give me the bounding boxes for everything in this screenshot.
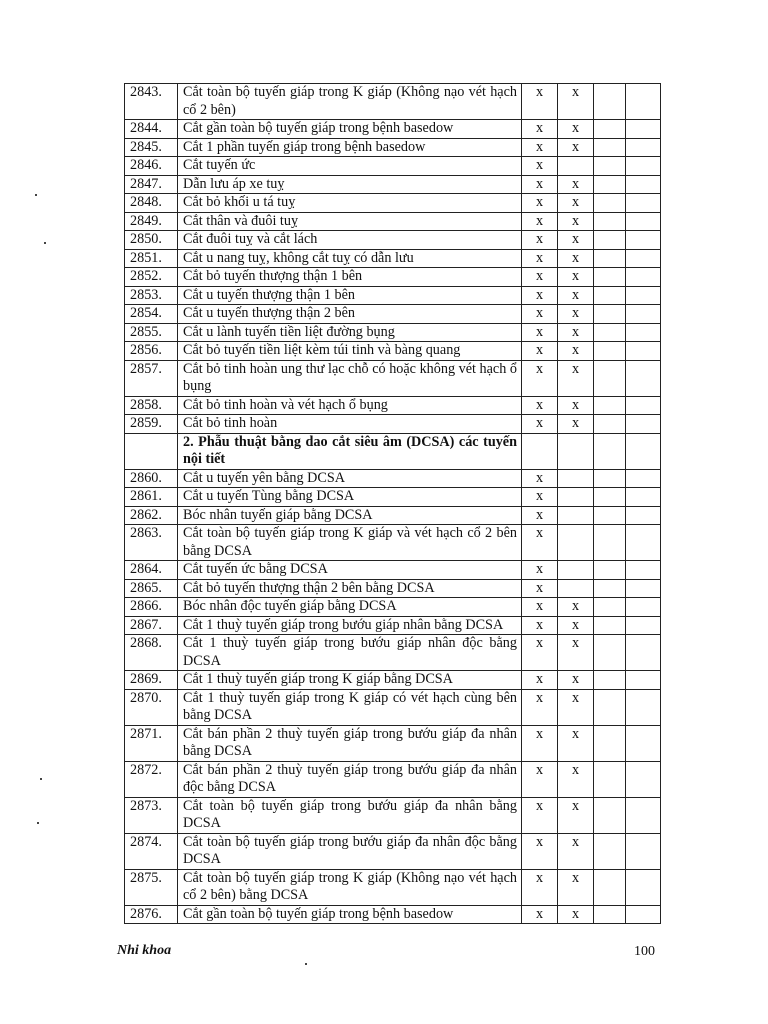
table-row <box>125 249 661 268</box>
procedure-name: Cắt 1 thuỳ tuyến giáp trong bướu giáp nhân bằng DCSA <box>178 616 522 635</box>
table-row <box>125 84 661 120</box>
table-row <box>125 396 661 415</box>
procedure-name: Cắt bỏ tuyến thượng thận 1 bên <box>178 268 522 287</box>
row-number: 2865. <box>125 579 178 598</box>
level-mark-3 <box>594 194 626 213</box>
level-mark-1: x <box>522 231 558 250</box>
level-mark-1: x <box>522 396 558 415</box>
row-number: 2873. <box>125 797 178 833</box>
row-number: 2864. <box>125 561 178 580</box>
level-mark-3 <box>594 249 626 268</box>
scan-speck <box>35 194 37 196</box>
level-mark-3 <box>594 833 626 869</box>
table-row <box>125 761 661 797</box>
level-mark-4 <box>626 635 661 671</box>
level-mark-4 <box>626 323 661 342</box>
table-row <box>125 305 661 324</box>
level-mark-3 <box>594 869 626 905</box>
level-mark-1: x <box>522 689 558 725</box>
level-mark-3 <box>594 305 626 324</box>
level-mark-4 <box>626 598 661 617</box>
procedure-name: Cắt toàn bộ tuyến giáp trong bướu giáp đa nhân độc bằng DCSA <box>178 833 522 869</box>
scan-speck <box>37 822 39 824</box>
level-mark-4 <box>626 342 661 361</box>
row-number: 2870. <box>125 689 178 725</box>
table-row <box>125 415 661 434</box>
procedure-name: Cắt toàn bộ tuyến giáp trong K giáp (Không nạo vét hạch cổ 2 bên) bằng DCSA <box>178 869 522 905</box>
level-mark-2: x <box>558 598 594 617</box>
table-row <box>125 869 661 905</box>
procedure-name: Cắt tuyến ức bằng DCSA <box>178 561 522 580</box>
level-mark-2 <box>558 157 594 176</box>
row-number: 2876. <box>125 905 178 924</box>
row-number: 2872. <box>125 761 178 797</box>
level-mark-1: x <box>522 833 558 869</box>
table-row <box>125 231 661 250</box>
scan-speck <box>44 242 46 244</box>
level-mark-1: x <box>522 761 558 797</box>
level-mark-4 <box>626 305 661 324</box>
level-mark-4 <box>626 194 661 213</box>
table-row <box>125 561 661 580</box>
level-mark-2 <box>558 579 594 598</box>
level-mark-1: x <box>522 84 558 120</box>
table-row <box>125 212 661 231</box>
level-mark-4 <box>626 579 661 598</box>
level-mark-4 <box>626 84 661 120</box>
level-mark-2: x <box>558 323 594 342</box>
level-mark-3 <box>594 138 626 157</box>
level-mark-1: x <box>522 725 558 761</box>
level-mark-2: x <box>558 671 594 690</box>
procedure-name: Cắt u tuyến thượng thận 1 bên <box>178 286 522 305</box>
level-mark-4 <box>626 725 661 761</box>
procedure-name: Cắt thân và đuôi tuỵ <box>178 212 522 231</box>
level-mark-4 <box>626 396 661 415</box>
level-mark-3 <box>594 212 626 231</box>
level-mark-1: x <box>522 525 558 561</box>
procedure-name: Cắt bỏ khối u tá tuỵ <box>178 194 522 213</box>
table-row <box>125 905 661 924</box>
table-row <box>125 725 661 761</box>
level-mark-1: x <box>522 905 558 924</box>
procedure-name: Cắt 1 thuỳ tuyến giáp trong K giáp có vét hạch cùng bên bằng DCSA <box>178 689 522 725</box>
table-row <box>125 671 661 690</box>
row-number: 2863. <box>125 525 178 561</box>
level-mark-4 <box>626 561 661 580</box>
level-mark-1: x <box>522 616 558 635</box>
table-row <box>125 360 661 396</box>
procedure-name: Cắt bỏ tuyến tiền liệt kèm túi tinh và bàng quang <box>178 342 522 361</box>
level-mark-2: x <box>558 268 594 287</box>
table-row <box>125 469 661 488</box>
level-mark-1: x <box>522 175 558 194</box>
level-mark-3 <box>594 175 626 194</box>
procedure-name: 2. Phẫu thuật bằng dao cắt siêu âm (DCSA) các tuyến nội tiết <box>178 433 522 469</box>
level-mark-4 <box>626 833 661 869</box>
level-mark-1: x <box>522 120 558 139</box>
level-mark-1: x <box>522 579 558 598</box>
row-number: 2846. <box>125 157 178 176</box>
level-mark-2: x <box>558 138 594 157</box>
level-mark-4 <box>626 175 661 194</box>
level-mark-4 <box>626 138 661 157</box>
table-row <box>125 525 661 561</box>
level-mark-2: x <box>558 305 594 324</box>
level-mark-2 <box>558 469 594 488</box>
level-mark-2: x <box>558 231 594 250</box>
row-number: 2868. <box>125 635 178 671</box>
level-mark-3 <box>594 342 626 361</box>
level-mark-1: x <box>522 598 558 617</box>
table-row <box>125 138 661 157</box>
level-mark-2: x <box>558 725 594 761</box>
level-mark-1: x <box>522 305 558 324</box>
procedure-name: Cắt u tuyến thượng thận 2 bên <box>178 305 522 324</box>
row-number: 2844. <box>125 120 178 139</box>
procedure-name: Cắt toàn bộ tuyến giáp trong bướu giáp đa nhân bằng DCSA <box>178 797 522 833</box>
row-number: 2857. <box>125 360 178 396</box>
row-number: 2851. <box>125 249 178 268</box>
table-row <box>125 342 661 361</box>
table-row <box>125 286 661 305</box>
procedure-name: Cắt tuyến ức <box>178 157 522 176</box>
level-mark-1: x <box>522 488 558 507</box>
procedure-name: Cắt đuôi tuỵ và cắt lách <box>178 231 522 250</box>
level-mark-2: x <box>558 869 594 905</box>
table-row <box>125 635 661 671</box>
level-mark-3 <box>594 415 626 434</box>
procedure-name: Cắt gần toàn bộ tuyến giáp trong bệnh basedow <box>178 905 522 924</box>
row-number: 2854. <box>125 305 178 324</box>
level-mark-1: x <box>522 268 558 287</box>
table-row <box>125 323 661 342</box>
procedure-name: Bóc nhân độc tuyến giáp bằng DCSA <box>178 598 522 617</box>
procedure-name: Cắt toàn bộ tuyến giáp trong K giáp (Không nạo vét hạch cổ 2 bên) <box>178 84 522 120</box>
table-row <box>125 616 661 635</box>
level-mark-4 <box>626 905 661 924</box>
level-mark-1: x <box>522 360 558 396</box>
level-mark-1: x <box>522 415 558 434</box>
procedure-name: Cắt 1 thuỳ tuyến giáp trong bướu giáp nhân độc bằng DCSA <box>178 635 522 671</box>
level-mark-3 <box>594 268 626 287</box>
procedure-name: Cắt u tuyến Tùng bằng DCSA <box>178 488 522 507</box>
level-mark-1: x <box>522 138 558 157</box>
level-mark-4 <box>626 268 661 287</box>
level-mark-4 <box>626 761 661 797</box>
level-mark-4 <box>626 469 661 488</box>
level-mark-1: x <box>522 561 558 580</box>
footer-page-number: 100 <box>634 944 655 959</box>
procedure-table <box>124 83 661 924</box>
table-row <box>125 598 661 617</box>
level-mark-2: x <box>558 689 594 725</box>
level-mark-3 <box>594 286 626 305</box>
row-number: 2862. <box>125 506 178 525</box>
level-mark-1: x <box>522 212 558 231</box>
procedure-name: Cắt bỏ tinh hoàn và vét hạch ổ bụng <box>178 396 522 415</box>
level-mark-1: x <box>522 249 558 268</box>
row-number: 2861. <box>125 488 178 507</box>
level-mark-2: x <box>558 120 594 139</box>
row-number: 2871. <box>125 725 178 761</box>
table-row <box>125 506 661 525</box>
procedure-table-body <box>125 84 661 924</box>
level-mark-2: x <box>558 194 594 213</box>
level-mark-2: x <box>558 635 594 671</box>
level-mark-2: x <box>558 286 594 305</box>
level-mark-4 <box>626 249 661 268</box>
table-row <box>125 175 661 194</box>
level-mark-3 <box>594 323 626 342</box>
level-mark-1: x <box>522 342 558 361</box>
procedure-name: Cắt toàn bộ tuyến giáp trong K giáp và vét hạch cổ 2 bên bằng DCSA <box>178 525 522 561</box>
level-mark-3 <box>594 797 626 833</box>
level-mark-1: x <box>522 194 558 213</box>
level-mark-1: x <box>522 323 558 342</box>
level-mark-3 <box>594 506 626 525</box>
row-number: 2859. <box>125 415 178 434</box>
level-mark-4 <box>626 671 661 690</box>
procedure-name: Cắt bỏ tinh hoàn ung thư lạc chỗ có hoặc không vét hạch ổ bụng <box>178 360 522 396</box>
level-mark-2: x <box>558 415 594 434</box>
procedure-name: Cắt u tuyến yên bằng DCSA <box>178 469 522 488</box>
level-mark-2: x <box>558 342 594 361</box>
level-mark-2: x <box>558 396 594 415</box>
level-mark-4 <box>626 797 661 833</box>
row-number: 2866. <box>125 598 178 617</box>
table-row <box>125 833 661 869</box>
level-mark-2 <box>558 525 594 561</box>
level-mark-1: x <box>522 506 558 525</box>
row-number: 2874. <box>125 833 178 869</box>
level-mark-2 <box>558 433 594 469</box>
level-mark-4 <box>626 415 661 434</box>
procedure-name: Cắt bỏ tuyến thượng thận 2 bên bằng DCSA <box>178 579 522 598</box>
level-mark-1 <box>522 433 558 469</box>
row-number: 2849. <box>125 212 178 231</box>
level-mark-4 <box>626 488 661 507</box>
procedure-name: Cắt u nang tuỵ, không cắt tuỵ có dẫn lưu <box>178 249 522 268</box>
level-mark-4 <box>626 433 661 469</box>
level-mark-3 <box>594 635 626 671</box>
row-number: 2847. <box>125 175 178 194</box>
footer-section-title: Nhi khoa <box>117 943 172 958</box>
procedure-name: Bóc nhân tuyến giáp bằng DCSA <box>178 506 522 525</box>
procedure-name: Cắt bán phần 2 thuỳ tuyến giáp trong bướu giáp đa nhân bằng DCSA <box>178 725 522 761</box>
table-row <box>125 194 661 213</box>
level-mark-4 <box>626 286 661 305</box>
procedure-name: Cắt bán phần 2 thuỳ tuyến giáp trong bướu giáp đa nhân độc bằng DCSA <box>178 761 522 797</box>
procedure-name: Dẫn lưu áp xe tuỵ <box>178 175 522 194</box>
level-mark-3 <box>594 725 626 761</box>
level-mark-3 <box>594 616 626 635</box>
level-mark-3 <box>594 469 626 488</box>
level-mark-4 <box>626 360 661 396</box>
scan-speck <box>305 963 307 965</box>
level-mark-3 <box>594 433 626 469</box>
row-number: 2843. <box>125 84 178 120</box>
table-row <box>125 689 661 725</box>
level-mark-4 <box>626 689 661 725</box>
row-number <box>125 433 178 469</box>
level-mark-4 <box>626 525 661 561</box>
level-mark-3 <box>594 120 626 139</box>
level-mark-3 <box>594 488 626 507</box>
level-mark-4 <box>626 616 661 635</box>
level-mark-3 <box>594 360 626 396</box>
scan-speck <box>40 778 42 780</box>
table-row <box>125 579 661 598</box>
row-number: 2875. <box>125 869 178 905</box>
level-mark-3 <box>594 396 626 415</box>
level-mark-4 <box>626 506 661 525</box>
level-mark-4 <box>626 157 661 176</box>
table-row <box>125 797 661 833</box>
table-section-heading <box>125 433 661 469</box>
row-number: 2858. <box>125 396 178 415</box>
table-row <box>125 268 661 287</box>
level-mark-3 <box>594 84 626 120</box>
level-mark-1: x <box>522 469 558 488</box>
level-mark-3 <box>594 689 626 725</box>
level-mark-2 <box>558 506 594 525</box>
procedure-name: Cắt 1 thuỳ tuyến giáp trong K giáp bằng DCSA <box>178 671 522 690</box>
level-mark-4 <box>626 231 661 250</box>
row-number: 2848. <box>125 194 178 213</box>
procedure-name: Cắt u lành tuyến tiền liệt đường bụng <box>178 323 522 342</box>
level-mark-1: x <box>522 671 558 690</box>
level-mark-4 <box>626 212 661 231</box>
level-mark-3 <box>594 761 626 797</box>
row-number: 2867. <box>125 616 178 635</box>
row-number: 2860. <box>125 469 178 488</box>
level-mark-2: x <box>558 249 594 268</box>
level-mark-3 <box>594 231 626 250</box>
table-row <box>125 157 661 176</box>
level-mark-3 <box>594 579 626 598</box>
row-number: 2850. <box>125 231 178 250</box>
procedure-name: Cắt gần toàn bộ tuyến giáp trong bệnh basedow <box>178 120 522 139</box>
row-number: 2845. <box>125 138 178 157</box>
level-mark-2: x <box>558 175 594 194</box>
level-mark-2: x <box>558 212 594 231</box>
level-mark-2: x <box>558 905 594 924</box>
level-mark-2: x <box>558 616 594 635</box>
level-mark-2: x <box>558 833 594 869</box>
row-number: 2869. <box>125 671 178 690</box>
level-mark-3 <box>594 598 626 617</box>
level-mark-2: x <box>558 84 594 120</box>
level-mark-2: x <box>558 797 594 833</box>
procedure-name: Cắt bỏ tinh hoàn <box>178 415 522 434</box>
procedure-name: Cắt 1 phần tuyến giáp trong bệnh basedow <box>178 138 522 157</box>
row-number: 2853. <box>125 286 178 305</box>
row-number: 2856. <box>125 342 178 361</box>
row-number: 2855. <box>125 323 178 342</box>
level-mark-2 <box>558 488 594 507</box>
level-mark-2: x <box>558 360 594 396</box>
level-mark-1: x <box>522 635 558 671</box>
level-mark-1: x <box>522 157 558 176</box>
level-mark-3 <box>594 671 626 690</box>
level-mark-3 <box>594 525 626 561</box>
table-row <box>125 120 661 139</box>
level-mark-3 <box>594 157 626 176</box>
level-mark-1: x <box>522 797 558 833</box>
level-mark-4 <box>626 120 661 139</box>
level-mark-2: x <box>558 761 594 797</box>
level-mark-1: x <box>522 286 558 305</box>
level-mark-4 <box>626 869 661 905</box>
table-row <box>125 488 661 507</box>
level-mark-2 <box>558 561 594 580</box>
row-number: 2852. <box>125 268 178 287</box>
level-mark-3 <box>594 561 626 580</box>
level-mark-1: x <box>522 869 558 905</box>
level-mark-3 <box>594 905 626 924</box>
